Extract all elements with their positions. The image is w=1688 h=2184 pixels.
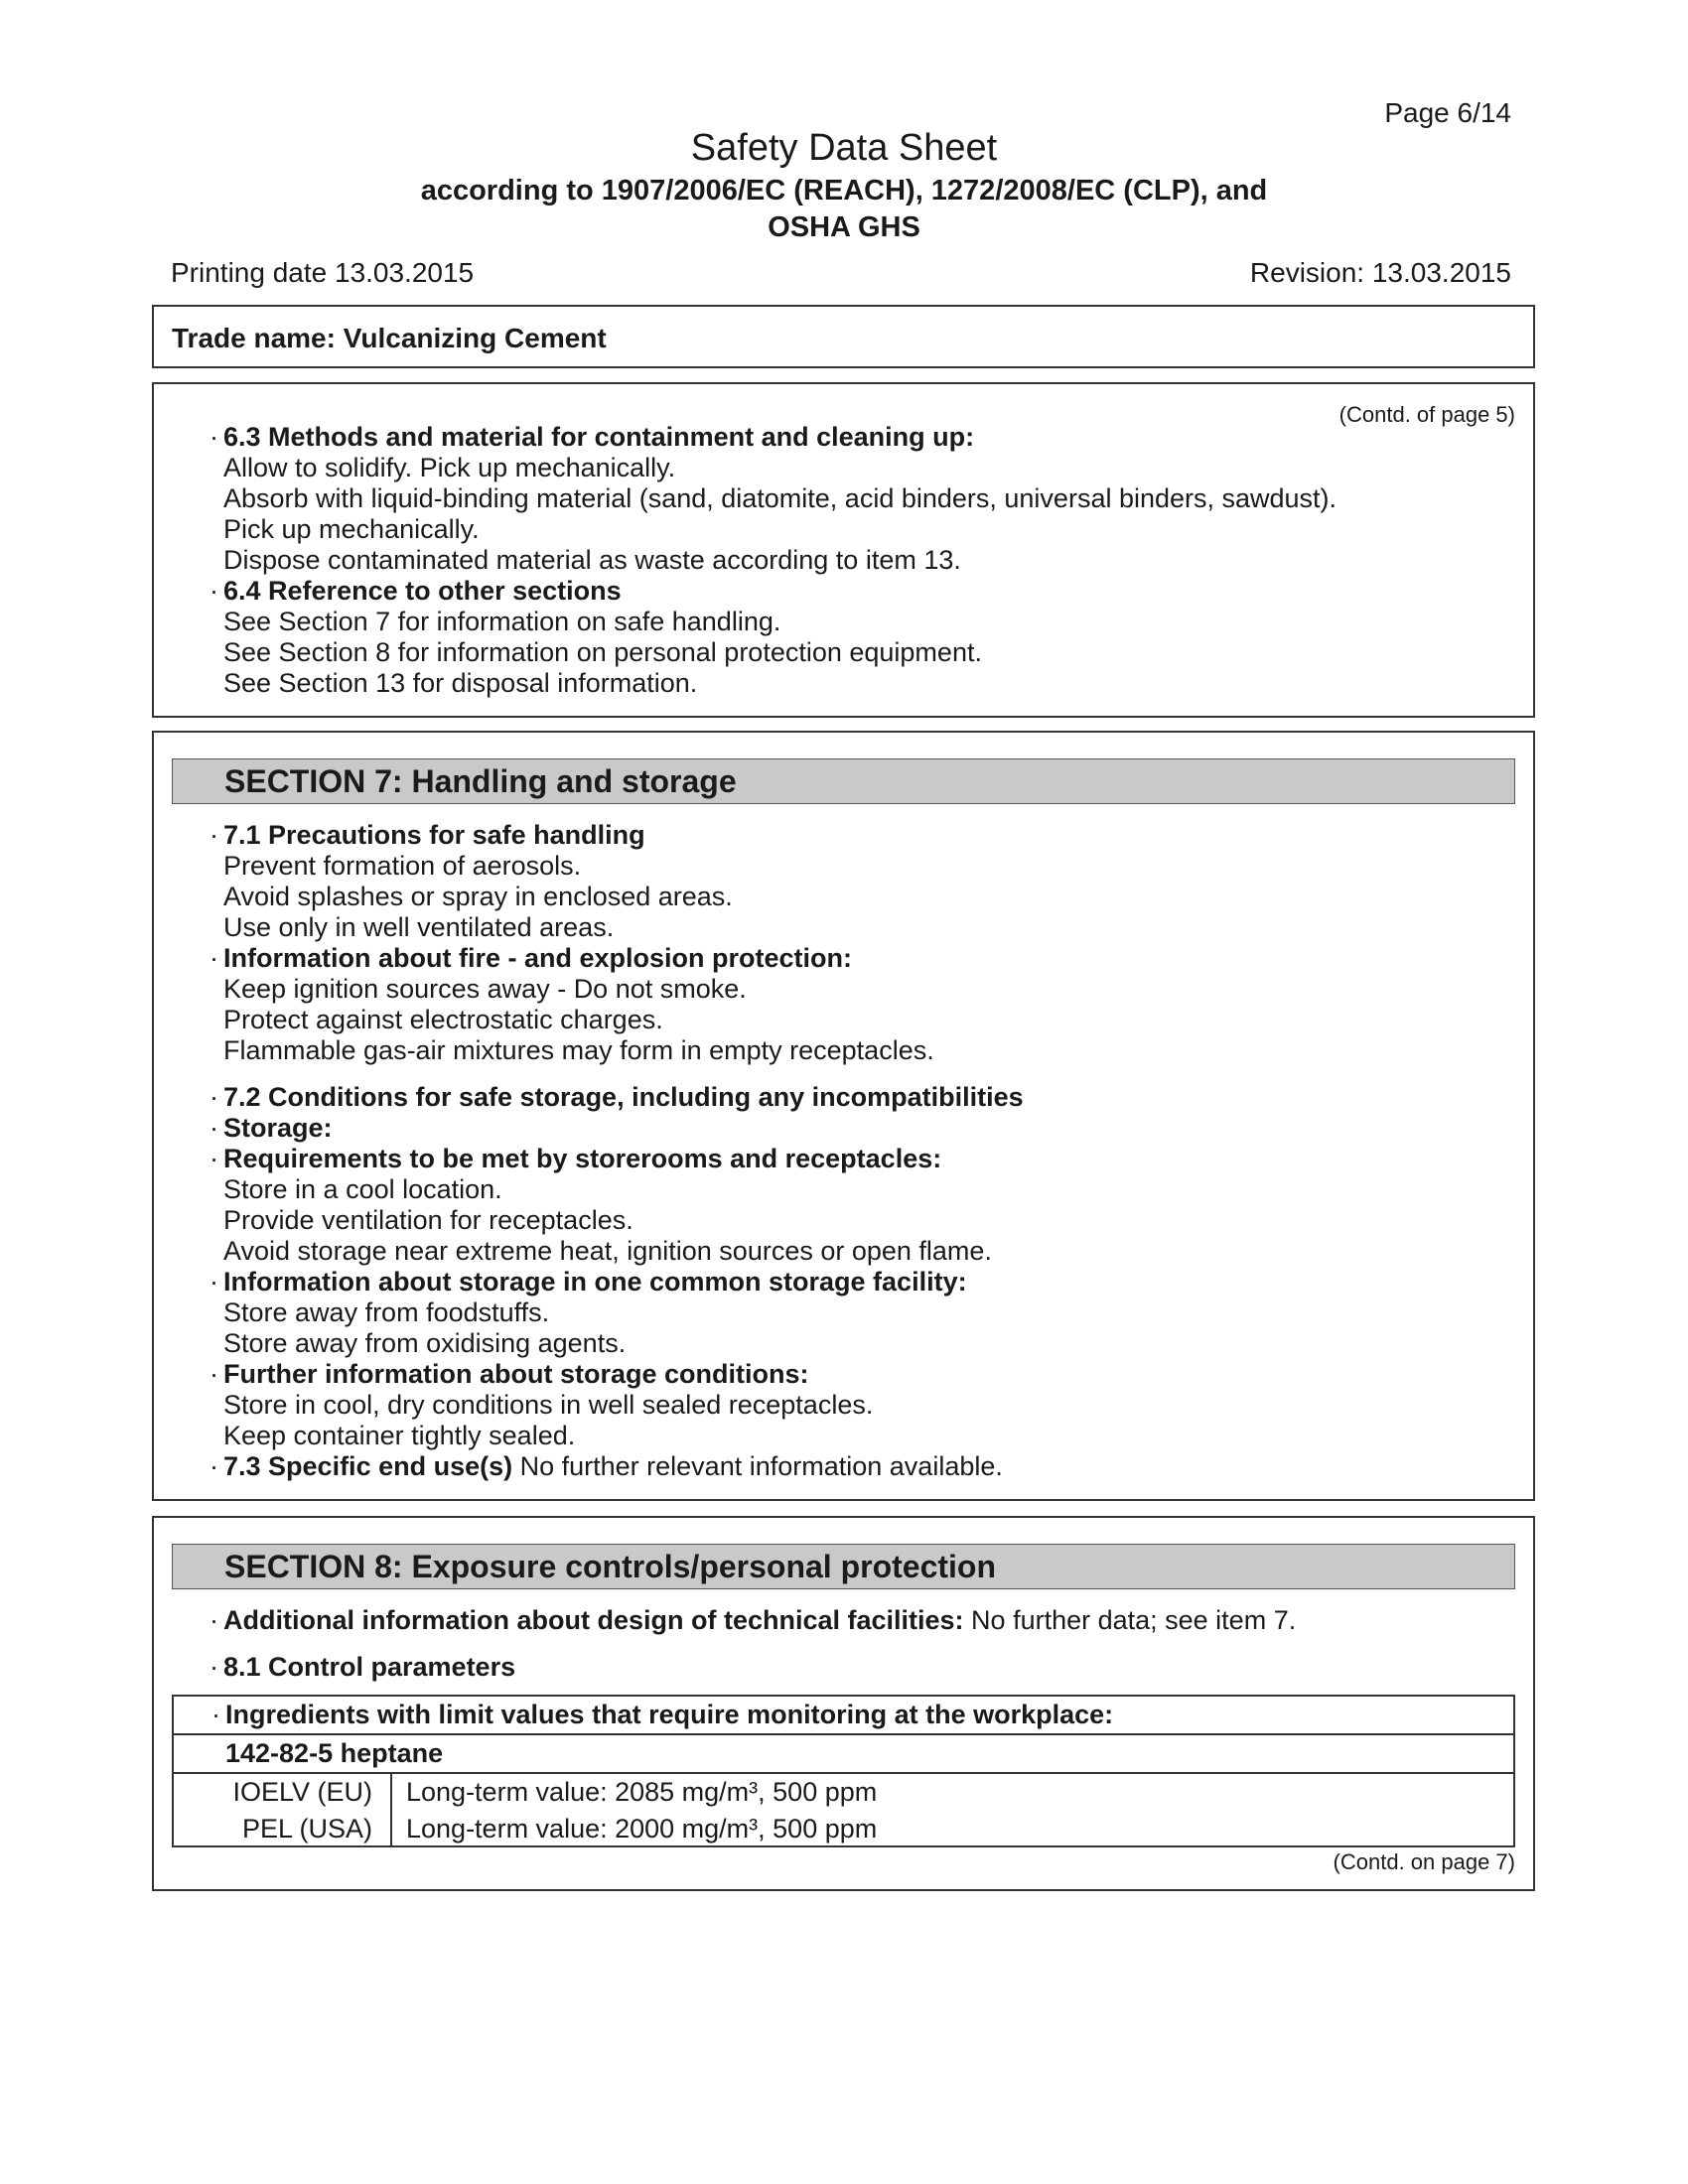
- text-line: Store away from oxidising agents.: [223, 1328, 627, 1358]
- heading-8-1: · 8.1 Control parameters: [223, 1652, 1513, 1683]
- text-line: Absorb with liquid-binding material (sand, diatomite, acid binders, universal binders, sawdust).: [223, 483, 1337, 513]
- heading-7-2: · 7.2 Conditions for safe storage, including any incompatibilities: [223, 1082, 1513, 1113]
- document-subtitle: [0, 173, 1688, 246]
- heading-6-4: · 6.4 Reference to other sections: [223, 576, 1513, 607]
- technical-facilities-label: Additional information about design of technical facilities:: [223, 1605, 964, 1635]
- heading-further-storage: · Further information about storage conditions:: [223, 1359, 1513, 1390]
- table-row: [174, 1774, 1513, 1811]
- text-line: Provide ventilation for receptacles.: [223, 1205, 633, 1235]
- limit-label: PEL (USA): [241, 1814, 372, 1843]
- text-line: Prevent formation of aerosols.: [223, 851, 582, 881]
- section-7-lines: [223, 820, 1513, 1482]
- heading-6-3: · 6.3 Methods and material for containment and cleaning up:: [223, 422, 1513, 453]
- heading-7-3-text: No further relevant information available.: [512, 1451, 1003, 1481]
- text-line: Keep container tightly sealed.: [223, 1421, 576, 1450]
- text-line: Avoid splashes or spray in enclosed areas.: [223, 882, 733, 911]
- text-line: See Section 8 for information on personal protection equipment.: [223, 637, 982, 667]
- heading-requirements: · Requirements to be met by storerooms and receptacles:: [223, 1144, 1513, 1174]
- heading-7-1: · 7.1 Precautions for safe handling: [223, 820, 1513, 851]
- page-number: Page 6/14: [1384, 97, 1511, 128]
- trade-name: Trade name: Vulcanizing Cement: [172, 323, 607, 353]
- text-line: Avoid storage near extreme heat, ignition sources or open flame.: [223, 1236, 992, 1266]
- text-line: Store in cool, dry conditions in well sealed receptacles.: [223, 1390, 874, 1420]
- text-line: Store in a cool location.: [223, 1174, 502, 1204]
- continued-on-note: (Contd. on page 7): [1333, 1849, 1515, 1874]
- table-header: · Ingredients with limit values that require monitoring at the workplace:: [174, 1697, 1513, 1735]
- section-8-lines: [223, 1605, 1513, 1683]
- heading-storage: · Storage:: [223, 1113, 1513, 1144]
- substance-row: 142-82-5 heptane: [174, 1735, 1513, 1774]
- text-line: Use only in well ventilated areas.: [223, 912, 615, 942]
- text-line: Dispose contaminated material as waste according to item 13.: [223, 545, 961, 575]
- section-7-title: SECTION 7: Handling and storage: [172, 758, 1515, 804]
- limit-value: Long-term value: 2000 mg/m³, 500 ppm: [406, 1814, 878, 1843]
- trade-name-box: [152, 305, 1535, 368]
- continued-from-note: (Contd. of page 5): [1338, 402, 1515, 427]
- limit-label: IOELV (EU): [232, 1777, 372, 1807]
- revision-date: Revision: 13.03.2015: [1249, 257, 1511, 288]
- heading-common-storage: · Information about storage in one common storage facility:: [223, 1267, 1513, 1297]
- heading-7-3: [223, 1451, 1513, 1482]
- technical-facilities-text: No further data; see item 7.: [963, 1605, 1297, 1635]
- printing-date: Printing date 13.03.2015: [171, 257, 475, 288]
- subtitle-line-2: OSHA GHS: [768, 211, 920, 243]
- limit-value: Long-term value: 2085 mg/m³, 500 ppm: [406, 1777, 878, 1807]
- text-line: Keep ignition sources away - Do not smoke.: [223, 974, 747, 1004]
- text-line: Flammable gas-air mixtures may form in empty receptacles.: [223, 1035, 934, 1065]
- text-line: See Section 13 for disposal information.: [223, 668, 698, 698]
- text-line: See Section 7 for information on safe handling.: [223, 607, 781, 636]
- document-title: Safety Data Sheet: [690, 127, 998, 169]
- heading-7-3-label: 7.3 Specific end use(s): [223, 1451, 513, 1481]
- text-line: Pick up mechanically.: [223, 514, 480, 544]
- text-line: Store away from foodstuffs.: [223, 1297, 550, 1327]
- section-6-lines: [223, 422, 1513, 699]
- heading-technical-facilities: [223, 1605, 1513, 1636]
- section-6-continuation: [152, 382, 1535, 718]
- section-7-box: [152, 731, 1535, 1501]
- subtitle-line-1: according to 1907/2006/EC (REACH), 1272/2008/EC (CLP), and: [420, 175, 1268, 206]
- section-8-title: SECTION 8: Exposure controls/personal protection: [172, 1544, 1515, 1589]
- text-line: Protect against electrostatic charges.: [223, 1005, 663, 1034]
- table-row: [174, 1811, 1513, 1847]
- section-8-box: [152, 1516, 1535, 1891]
- limit-values-table: [172, 1695, 1515, 1847]
- text-line: Allow to solidify. Pick up mechanically.: [223, 453, 676, 482]
- heading-fire-protection: · Information about fire - and explosion protection:: [223, 943, 1513, 974]
